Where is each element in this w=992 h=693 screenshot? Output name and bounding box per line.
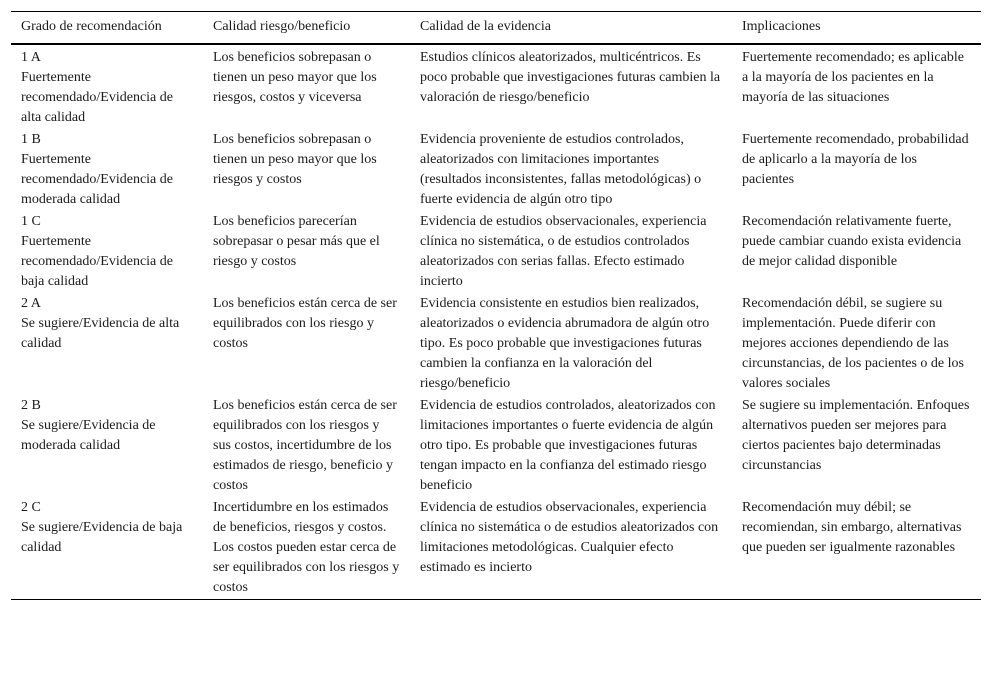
cell-risk-benefit: Incertidumbre en los estimados de beneficios, riesgos y costos. Los costos pueden estar cerca de ser equilibrados con los riesgos y costos (213, 500, 400, 595)
cell-grade (11, 497, 203, 600)
cell-grade (11, 211, 203, 293)
grade-description: Fuertemente recomendado/Evidencia de moderada calidad (21, 152, 173, 207)
grade-code: 1 B (21, 132, 41, 147)
cell-risk-benefit: Los beneficios están cerca de ser equilibrados con los riesgos y sus costos, incertidumbre de los estimados de riesgo, beneficio y costos (213, 398, 397, 493)
cell-evidence: Estudios clínicos aleatorizados, multicéntricos. Es poco probable que investigaciones futuras cambien la valoración de riesgo/beneficio (420, 50, 721, 105)
grade-description: Se sugiere/Evidencia de moderada calidad (21, 418, 156, 453)
table-row (11, 44, 981, 129)
grade-code: 2 A (21, 296, 41, 311)
table-body (11, 44, 981, 600)
recommendation-grade-table (11, 11, 981, 600)
header-evidence: Calidad de la evidencia (420, 19, 551, 34)
recommendation-grade-table-container (11, 11, 981, 600)
grade-code: 1 A (21, 50, 41, 65)
table-row (11, 129, 981, 211)
grade-description: Fuertemente recomendado/Evidencia de baja calidad (21, 234, 173, 289)
cell-grade (11, 293, 203, 395)
grade-code: 2 B (21, 398, 41, 413)
header-grade: Grado de recomendación (21, 19, 162, 34)
cell-evidence: Evidencia de estudios observacionales, experiencia clínica no sistemática, o de estudios controlados aleatorizados con serias fallas. Efecto estimado incierto (420, 214, 707, 289)
table-header (11, 12, 981, 45)
header-risk-benefit: Calidad riesgo/beneficio (213, 19, 351, 34)
cell-implications: Recomendación muy débil; se recomiendan, sin embargo, alternativas que pueden ser igualmente razonables (742, 500, 962, 555)
table-row (11, 395, 981, 497)
cell-grade (11, 129, 203, 211)
cell-implications: Fuertemente recomendado; es aplicable a la mayoría de los pacientes en la mayoría de las situaciones (742, 50, 964, 105)
cell-implications: Recomendación débil, se sugiere su implementación. Puede diferir con mejores acciones dependiendo de las circunstancias, de los pacientes o de los valores sociales (742, 296, 964, 391)
grade-description: Se sugiere/Evidencia de baja calidad (21, 520, 183, 555)
cell-evidence: Evidencia de estudios observacionales, experiencia clínica no sistemática o de estudios aleatorizados con limitaciones metodológicas. Cualquier efecto estimado es incierto (420, 500, 719, 575)
header-implications: Implicaciones (742, 19, 821, 34)
cell-implications: Recomendación relativamente fuerte, puede cambiar cuando exista evidencia de mejor calidad disponible (742, 214, 962, 269)
header-row (11, 12, 981, 45)
table-row (11, 497, 981, 600)
cell-risk-benefit: Los beneficios sobrepasan o tienen un peso mayor que los riesgos, costos y viceversa (213, 50, 377, 105)
grade-code: 2 C (21, 500, 41, 515)
cell-risk-benefit: Los beneficios parecerían sobrepasar o pesar más que el riesgo y costos (213, 214, 380, 269)
table-row (11, 211, 981, 293)
grade-description: Se sugiere/Evidencia de alta calidad (21, 316, 180, 351)
cell-evidence: Evidencia consistente en estudios bien realizados, aleatorizados o evidencia abrumadora de algún otro tipo. Es poco probable que investigaciones futuras cambien la confianza en la valoración del riesgo/beneficio (420, 296, 710, 391)
cell-risk-benefit: Los beneficios sobrepasan o tienen un peso mayor que los riesgos y costos (213, 132, 377, 187)
cell-risk-benefit: Los beneficios están cerca de ser equilibrados con los riesgo y costos (213, 296, 397, 351)
cell-evidence: Evidencia de estudios controlados, aleatorizados con limitaciones importantes o fuerte evidencia de algún otro tipo. Es probable que investigaciones futuras tengan impacto en la confianza del estimado riesgo beneficio (420, 398, 716, 493)
cell-evidence: Evidencia proveniente de estudios controlados, aleatorizados con limitaciones importantes (resultados inconsistentes, fallas metodológicas) o fuerte evidencia de algún otro tipo (420, 132, 702, 207)
cell-grade (11, 395, 203, 497)
table-row (11, 293, 981, 395)
grade-description: Fuertemente recomendado/Evidencia de alta calidad (21, 70, 173, 125)
cell-implications: Fuertemente recomendado, probabilidad de aplicarlo a la mayoría de los pacientes (742, 132, 969, 187)
cell-grade (11, 44, 203, 129)
grade-code: 1 C (21, 214, 41, 229)
cell-implications: Se sugiere su implementación. Enfoques alternativos pueden ser mejores para ciertos pacientes bajo determinadas circunstancias (742, 398, 970, 473)
